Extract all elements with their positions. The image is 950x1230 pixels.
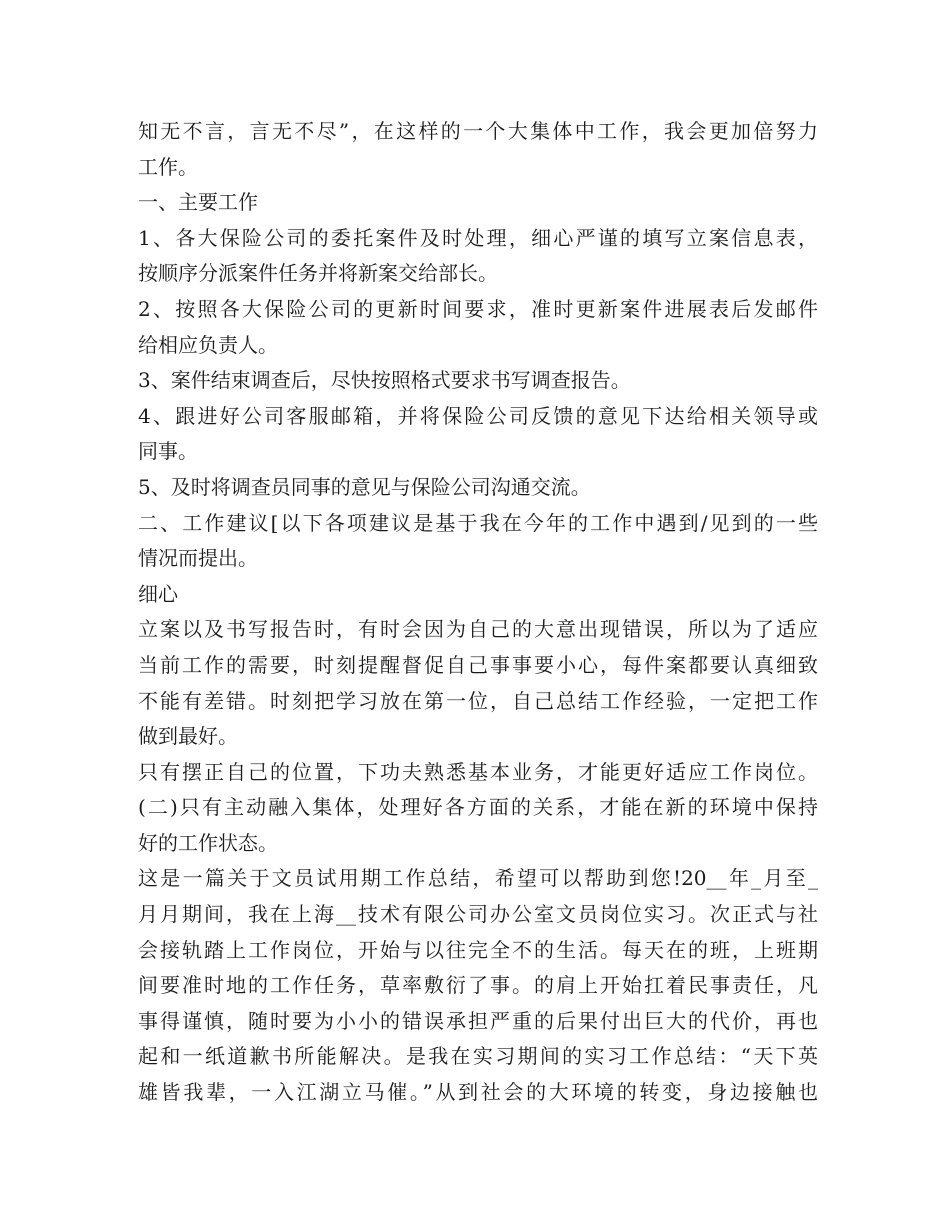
text-line: 给相应负责人。 [138,332,278,357]
text-line: 2、按照各大保险公司的更新时间要求，准时更新案件进展表后发邮件 [138,296,818,321]
text-line: 一、主要工作 [138,190,258,215]
text-line: 事得谨慎，随时要为小小的错误承担严重的后果付出巨大的代价，再也 [138,1008,818,1033]
text-line: (二)只有主动融入集体，处理好各方面的关系，才能在新的环境中保持 [138,795,818,820]
document-body [138,114,818,1111]
text-line: 会接轨踏上工作岗位，开始与以往完全不的生活。每天在的班，上班期 [138,937,818,962]
text-line: 工作。 [138,154,198,179]
text-line: 只有摆正自己的位置，下功夫熟悉基本业务，才能更好适应工作岗位。 [138,759,818,784]
text-line: 月月期间，我在上海__技术有限公司办公室文员岗位实习。次正式与社 [138,902,818,927]
text-line: 同事。 [138,439,198,464]
text-line: 这是一篇关于文员试用期工作总结，希望可以帮助到您!20__年_月至_ [138,866,818,891]
text-line: 不能有差错。时刻把学习放在第一位，自己总结工作经验，一定把工作 [138,688,818,713]
text-line: 情况而提出。 [138,546,258,571]
text-line: 5、及时将调查员同事的意见与保险公司沟通交流。 [138,474,591,499]
text-line: 知无不言，言无不尽”，在这样的一个大集体中工作，我会更加倍努力 [138,119,818,143]
text-line: 按顺序分派案件任务并将新案交给部长。 [138,261,498,286]
text-line: 间要准时地的工作任务，草率敷衍了事。的肩上开始扛着民事责任，凡 [138,973,818,998]
text-line: 二、工作建议[以下各项建议是基于我在今年的工作中遇到/见到的一些 [138,510,818,535]
text-line: 细心 [138,581,178,606]
text-line: 当前工作的需要，时刻提醒督促自己事事要小心，每件案都要认真细致 [138,652,818,677]
text-line: 做到最好。 [138,724,238,749]
text-line: 3、案件结束调查后，尽快按照格式要求书写调查报告。 [138,368,631,393]
text-line: 1、各大保险公司的委托案件及时处理，细心严谨的填写立案信息表， [138,225,818,250]
text-line: 好的工作状态。 [138,830,278,855]
text-line: 4、跟进好公司客服邮箱，并将保险公司反馈的意见下达给相关领导或 [138,403,818,428]
text-line: 立案以及书写报告时，有时会因为自己的大意出现错误，所以为了适应 [138,617,818,642]
text-line: 起和一纸道歉书所能解决。是我在实习期间的实习工作总结：“天下英 [138,1044,818,1069]
text-line: 雄皆我辈，一入江湖立马催。”从到社会的大环境的转变，身边接触也 [138,1080,818,1105]
